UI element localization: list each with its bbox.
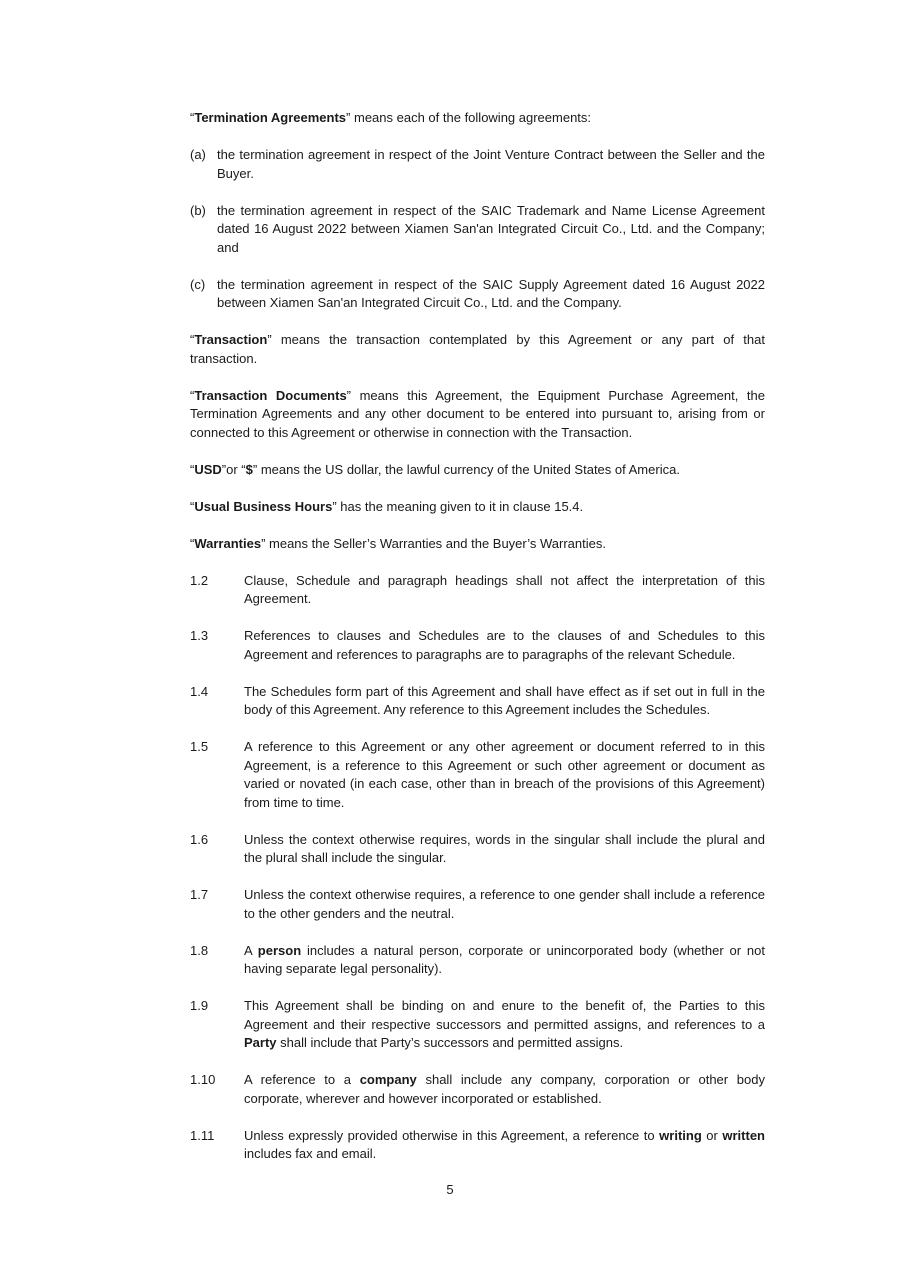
definition-transaction-documents: “Transaction Documents” means this Agreement, the Equipment Purchase Agreement, the Termination Agreements and any other document to be entered into pursuant to, arising from or connected to this Agreement or otherwise in connection with the Transaction. <box>190 387 765 440</box>
clause-number: 1.6 <box>190 831 209 847</box>
clause-number: 1.9 <box>190 998 209 1013</box>
clause-number: 1.3 <box>190 628 209 643</box>
definition-termination-agreements: “Termination Agreements” means each of the following agreements: <box>190 110 592 125</box>
clause-1-9 <box>190 997 765 1053</box>
clause-number: 1.5 <box>190 739 209 754</box>
page-content <box>190 109 765 1182</box>
clause-number: 1.10 <box>190 1072 216 1087</box>
clause-text: This Agreement shall be binding on and enure to the benefit of, the Parties to this Agreement and their respective successors and permitted assigns, and references to a Party shall include that Party’s successors and permitted assigns. <box>244 998 765 1050</box>
defined-term: Transaction Documents <box>194 387 347 403</box>
defined-term: Party <box>244 1035 277 1050</box>
clause-number: 1.8 <box>190 942 209 958</box>
sub-item-a <box>190 146 765 183</box>
clause-number: 1.4 <box>190 683 209 699</box>
defined-term: person <box>257 942 302 958</box>
clause-number: 1.11 <box>190 1127 215 1143</box>
defined-term: $ <box>245 461 253 477</box>
clause-1-5 <box>190 738 765 812</box>
defined-term: Termination Agreements <box>194 110 347 125</box>
definition-transaction: “Transaction” means the transaction contemplated by this Agreement or any part of that transaction. <box>190 332 765 366</box>
page-number: 5 <box>446 1182 454 1197</box>
clause-number: 1.7 <box>190 887 209 902</box>
clause-text: A reference to a company shall include any company, corporation or other body corporate, wherever and however incorporated or established. <box>244 1072 765 1106</box>
defined-term: company <box>359 1072 417 1087</box>
clause-1-10 <box>190 1071 765 1108</box>
clause-1-7 <box>190 886 765 923</box>
clause-1-6 <box>190 831 765 868</box>
clause-text: Clause, Schedule and paragraph headings shall not affect the interpretation of this Agreement. <box>244 572 765 606</box>
defined-term: Transaction <box>194 332 268 347</box>
clause-text: Unless the context otherwise requires, words in the singular shall include the plural and the plural shall include the singular. <box>244 831 765 865</box>
defined-term: Warranties <box>194 535 262 551</box>
defined-term: USD <box>194 461 222 477</box>
sub-item-text: the termination agreement in respect of the Joint Venture Contract between the Seller and the Buyer. <box>217 147 765 181</box>
definition-usual-business-hours: “Usual Business Hours” has the meaning given to it in clause 15.4. <box>190 498 584 514</box>
clause-number: 1.2 <box>190 572 209 588</box>
sub-item-text: the termination agreement in respect of the SAIC Supply Agreement dated 16 August 2022 between Xiamen San'an Integrated Circuit Co., Ltd. and the Company. <box>217 276 765 310</box>
clause-text: Unless the context otherwise requires, a reference to one gender shall include a reference to the other genders and the neutral. <box>244 887 765 921</box>
clause-text: Unless expressly provided otherwise in this Agreement, a reference to writing or written includes fax and email. <box>244 1127 765 1161</box>
definition-warranties: “Warranties” means the Seller’s Warranties and the Buyer’s Warranties. <box>190 535 606 551</box>
clause-text: A person includes a natural person, corporate or unincorporated body (whether or not having separate legal personality). <box>244 942 765 976</box>
clause-1-8 <box>190 942 765 979</box>
defined-term: writing <box>659 1127 702 1143</box>
clause-text: The Schedules form part of this Agreement and shall have effect as if set out in full in the body of this Agreement. Any reference to this Agreement includes the Schedules. <box>244 683 765 717</box>
sub-item-label: (b) <box>190 202 206 218</box>
clause-text: References to clauses and Schedules are to the clauses of and Schedules to this Agreement and references to paragraphs are to paragraphs of the relevant Schedule. <box>244 628 765 662</box>
clause-1-2 <box>190 572 765 609</box>
defined-term: Usual Business Hours <box>194 498 333 514</box>
clause-1-3 <box>190 627 765 664</box>
sub-item-label: (c) <box>190 276 206 292</box>
sub-item-text: the termination agreement in respect of the SAIC Trademark and Name License Agreement dated 16 August 2022 between Xiamen San'an Integrated Circuit Co., Ltd. and the Company; and <box>217 202 765 255</box>
clause-1-11 <box>190 1127 765 1164</box>
sub-item-label: (a) <box>190 147 206 162</box>
definition-usd: “USD”or “$” means the US dollar, the lawful currency of the United States of America. <box>190 461 680 477</box>
defined-term: written <box>722 1127 765 1143</box>
sub-item-b <box>190 202 765 258</box>
clause-text: A reference to this Agreement or any other agreement or document referred to in this Agreement, is a reference to this Agreement or such other agreement or document as varied or novated (in each case, other than in breach of the provisions of this Agreement) from time to time. <box>244 739 765 810</box>
clause-1-4 <box>190 683 765 720</box>
sub-item-c <box>190 276 765 313</box>
